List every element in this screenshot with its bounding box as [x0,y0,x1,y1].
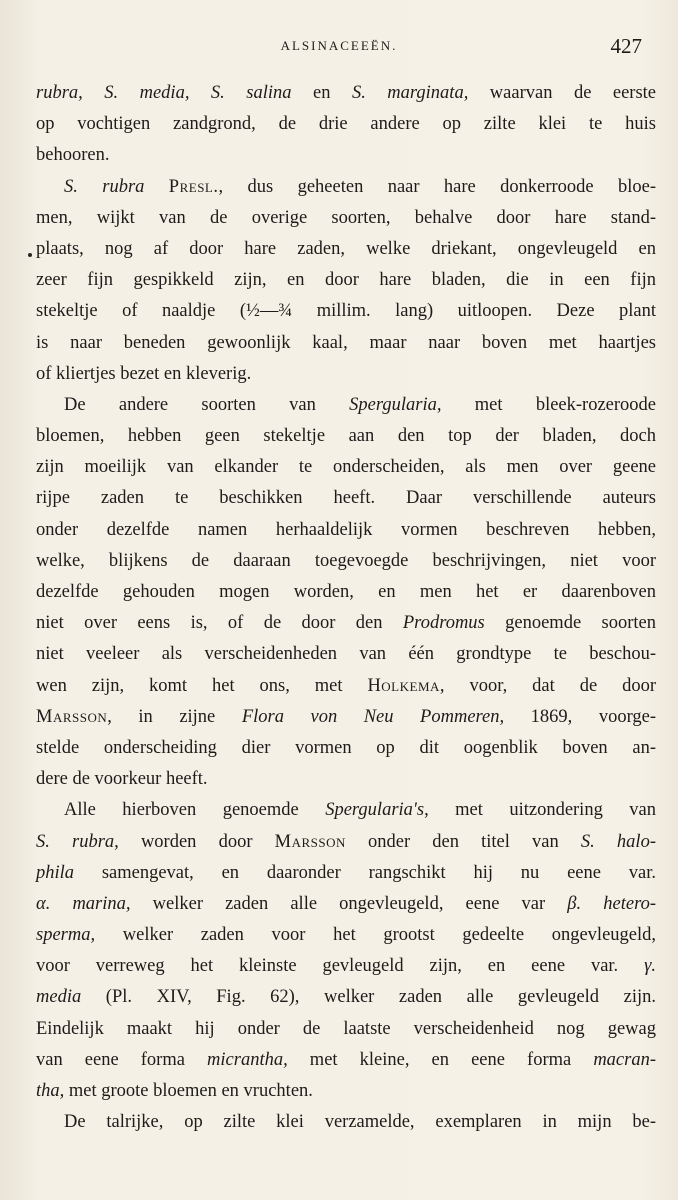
text-line [36,858,656,889]
text-line [36,203,656,234]
text-run: worden door [118,831,275,852]
text-line [36,889,656,920]
text-line [36,1107,656,1138]
text-run: dezelfde gehouden mogen worden, en men het er daarenboven [36,582,656,602]
text-run: α. marina, [36,893,131,914]
text-run: welke, blijkens de daaraan toegevoegde beschrijvingen, niet voor [36,550,656,571]
text-run: rijpe zaden te beschikken heeft. Daar verschillende auteurs [36,488,656,509]
text-line [36,328,656,359]
text-run: stelde onderscheiding dier vormen op dit oogenblik boven an- [36,737,656,758]
author-name: Marsson [274,831,346,852]
text-line [36,920,656,951]
text-run: Prodromus [402,613,485,634]
text-run: micrantha, [207,1049,288,1070]
text-run: media [36,987,82,1008]
text-run: sperma, [36,925,96,946]
text-run [144,177,168,197]
text-run: Alle hierboven genoemde [64,800,326,821]
text-run: (Pl. XIV, Fig. 62), welker zaden alle gevleugeld zijn. [81,987,656,1008]
body-text [36,78,656,1138]
text-line [36,671,656,702]
text-run: op vochtigen zandgrond, de drie andere op zilte klei te huis [36,114,656,135]
running-title: ALSINACEEËN. [280,38,398,53]
text-line [36,421,656,452]
text-line [36,390,656,421]
text-run: γ. [644,956,656,977]
text-line [36,296,656,327]
text-run: onder dezelfde namen herhaaldelijk vormen beschreven hebben, [36,519,656,540]
text-line [36,795,656,826]
text-run: of kliertjes bezet en kleverig. [36,363,252,384]
text-run: met kleine, en eene forma [287,1049,594,1070]
text-run: , voor, dat de door [439,675,656,696]
author-name: Marsson [36,706,108,727]
text-run: bloemen, hebben geen stekeltje aan den top der bladen, doch [36,426,656,447]
text-run: met groote bloemen en vruchten. [64,1081,313,1101]
text-run: macran- [593,1049,656,1070]
text-line [36,733,656,764]
text-run: S. halo- [580,831,656,852]
text-line [36,1076,656,1107]
text-run: De talrijke, op zilte klei verzamelde, exemplaren in mijn be- [64,1112,656,1133]
text-run: β. hetero- [567,893,656,914]
text-line [36,577,656,608]
text-run: welker zaden alle ongevleugeld, eene var [130,893,568,914]
text-run: , met uitzondering van [424,800,656,821]
text-run: voor verreweg het kleinste gevleugeld zijn, en eene var. [36,956,645,977]
margin-mark [28,253,32,257]
text-run: genoemde soorten [484,613,656,634]
text-run: tha, [36,1081,65,1101]
text-run: De andere soorten van [64,394,350,415]
text-run: , in zijne [107,706,242,727]
text-run: S. rubra, [36,831,119,852]
text-run: plaats, nog af door hare zaden, welke driekant, ongevleugeld en [36,238,656,259]
text-line [36,702,656,733]
text-line [36,951,656,982]
text-run: 1869, voorge- [504,706,657,727]
text-line [36,764,656,795]
text-run: niet over eens is, of de door den [36,613,403,634]
text-run: wen zijn, komt het ons, met [36,675,368,696]
text-line [36,78,656,109]
text-run: phila [36,862,75,883]
text-line [36,639,656,670]
text-line [36,515,656,546]
text-run: behooren. [36,145,110,166]
text-line [36,1014,656,1045]
text-line [36,452,656,483]
text-run: Spergularia's [325,800,425,821]
text-line [36,483,656,514]
running-head [0,34,678,58]
text-run: samengevat, en daaronder rangschikt hij nu eene var. [74,862,656,883]
text-run: zijn moeilijk van elkander te onderscheiden, als men over geene [36,457,656,478]
text-run: Flora von Neu Pommeren, [241,706,505,727]
text-run: Eindelijk maakt hij onder de laatste verscheidenheid nog gewag [36,1018,656,1039]
text-run: met bleek-rozeroode [441,394,656,415]
text-line [36,827,656,858]
text-run: welker zaden voor het grootst gedeelte ongevleugeld, [95,925,656,946]
text-run: , dus geheeten naar hare donkerroode bloe- [218,176,657,197]
text-run: Spergularia, [349,394,442,415]
text-line [36,546,656,577]
text-line [36,172,656,203]
author-name: Presl. [168,176,219,197]
text-line [36,359,656,390]
text-run: is naar beneden gewoonlijk kaal, maar naar boven met haartjes [36,332,656,353]
text-line [36,234,656,265]
text-run: men, wijkt van de overige soorten, behalve door hare stand- [36,207,656,228]
text-run: niet veeleer als verscheidenheden van één grondtype te beschou- [36,644,656,665]
text-run: S. marginata, [351,83,469,103]
text-run: waarvan de eerste [468,83,657,103]
text-run: en [291,83,352,103]
text-line [36,1045,656,1076]
page-number: 427 [610,34,642,58]
text-run: dere de voorkeur heeft. [36,769,208,790]
text-line [36,608,656,639]
text-run: rubra, S. media, S. salina [36,83,292,103]
text-line [36,109,656,140]
text-run: stekeltje of naaldje (½—¾ millim. lang) uitloopen. Deze plant [36,301,656,322]
text-run: van eene forma [36,1049,208,1070]
text-run: onder den titel van [345,831,581,852]
text-line [36,265,656,296]
text-line [36,140,656,171]
text-run: S. rubra [64,176,145,197]
text-line [36,982,656,1013]
text-run: zeer fijn gespikkeld zijn, en door hare bladen, die in een fijn [36,270,656,291]
author-name: Holkema [367,675,440,696]
